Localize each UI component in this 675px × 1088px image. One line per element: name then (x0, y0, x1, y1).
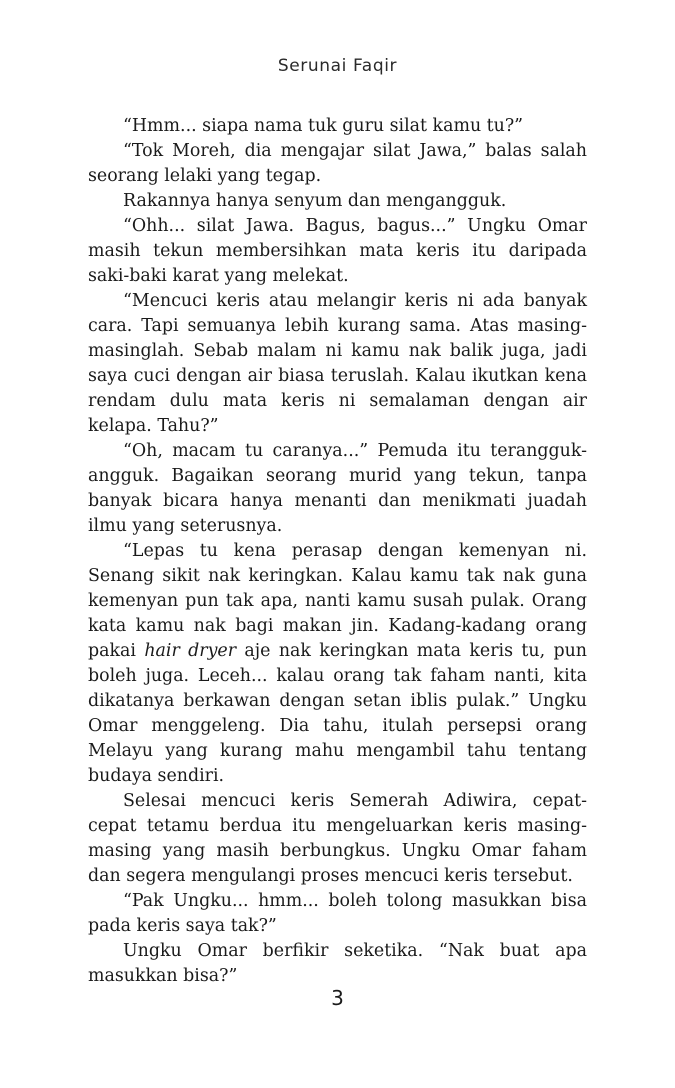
paragraph-3: Rakannya hanya senyum dan mengangguk. (123, 191, 507, 211)
paragraph-7-text-before: “Lepas tu kena perasap dengan kemenyan ni. Senang sikit nak keringkan. Kalau kamu tak nak guna kemenyan pun tak apa, nanti kamu susah pulak. Orang kata kamu nak bagi makan jin. Kadang-kadang orang pakai (88, 541, 587, 661)
paragraph-7-text-after: aje nak keringkan mata keris tu, pun boleh juga. Leceh... kalau orang tak faham nanti, kita dikatanya berkawan dengan setan iblis pulak.” Ungku Omar menggeleng. Dia tahu, itulah persepsi orang Melayu yang kurang mahu mengambil tahu tentang budaya sendiri. (88, 641, 587, 786)
paragraph-4: “Ohh... silat Jawa. Bagus, bagus...” Ungku Omar masih tekun membersihkan mata keris itu daripada saki-baki karat yang melekat. (88, 216, 587, 286)
running-head: Serunai Faqir (277, 56, 398, 76)
paragraph-6: “Oh, macam tu caranya...” Pemuda itu terangguk-angguk. Bagaikan seorang murid yang tekun, tanpa banyak bicara hanya menanti dan menikmati juadah ilmu yang seterusnya. (88, 441, 587, 536)
body-text (88, 114, 587, 989)
paragraph-10: Ungku Omar berfikir seketika. “Nak buat apa masukkan bisa?” (88, 941, 587, 986)
paragraph-7-italic-phrase: hair dryer (144, 641, 237, 661)
paragraph-1: “Hmm... siapa nama tuk guru silat kamu tu?” (123, 116, 524, 136)
paragraph-5: “Mencuci keris atau melangir keris ni ada banyak cara. Tapi semuanya lebih kurang sama. Atas masing-masinglah. Sebab malam ni kamu nak balik juga, jadi saya cuci dengan air biasa teruslah. Kalau ikutkan kena rendam dulu mata keris ni semalaman dengan air kelapa. Tahu?” (88, 291, 587, 436)
paragraph-2: “Tok Moreh, dia mengajar silat Jawa,” balas salah seorang lelaki yang tegap. (88, 141, 587, 186)
paragraph-9: “Pak Ungku... hmm... boleh tolong masukkan bisa pada keris saya tak?” (88, 891, 587, 936)
paragraph-7 (88, 539, 587, 789)
paragraph-8: Selesai mencuci keris Semerah Adiwira, cepat-cepat tetamu berdua itu mengeluarkan keris masing-masing yang masih berbungkus. Ungku Omar faham dan segera mengulangi proses mencuci keris tersebut. (88, 791, 587, 886)
page-number: 3 (331, 986, 344, 1010)
